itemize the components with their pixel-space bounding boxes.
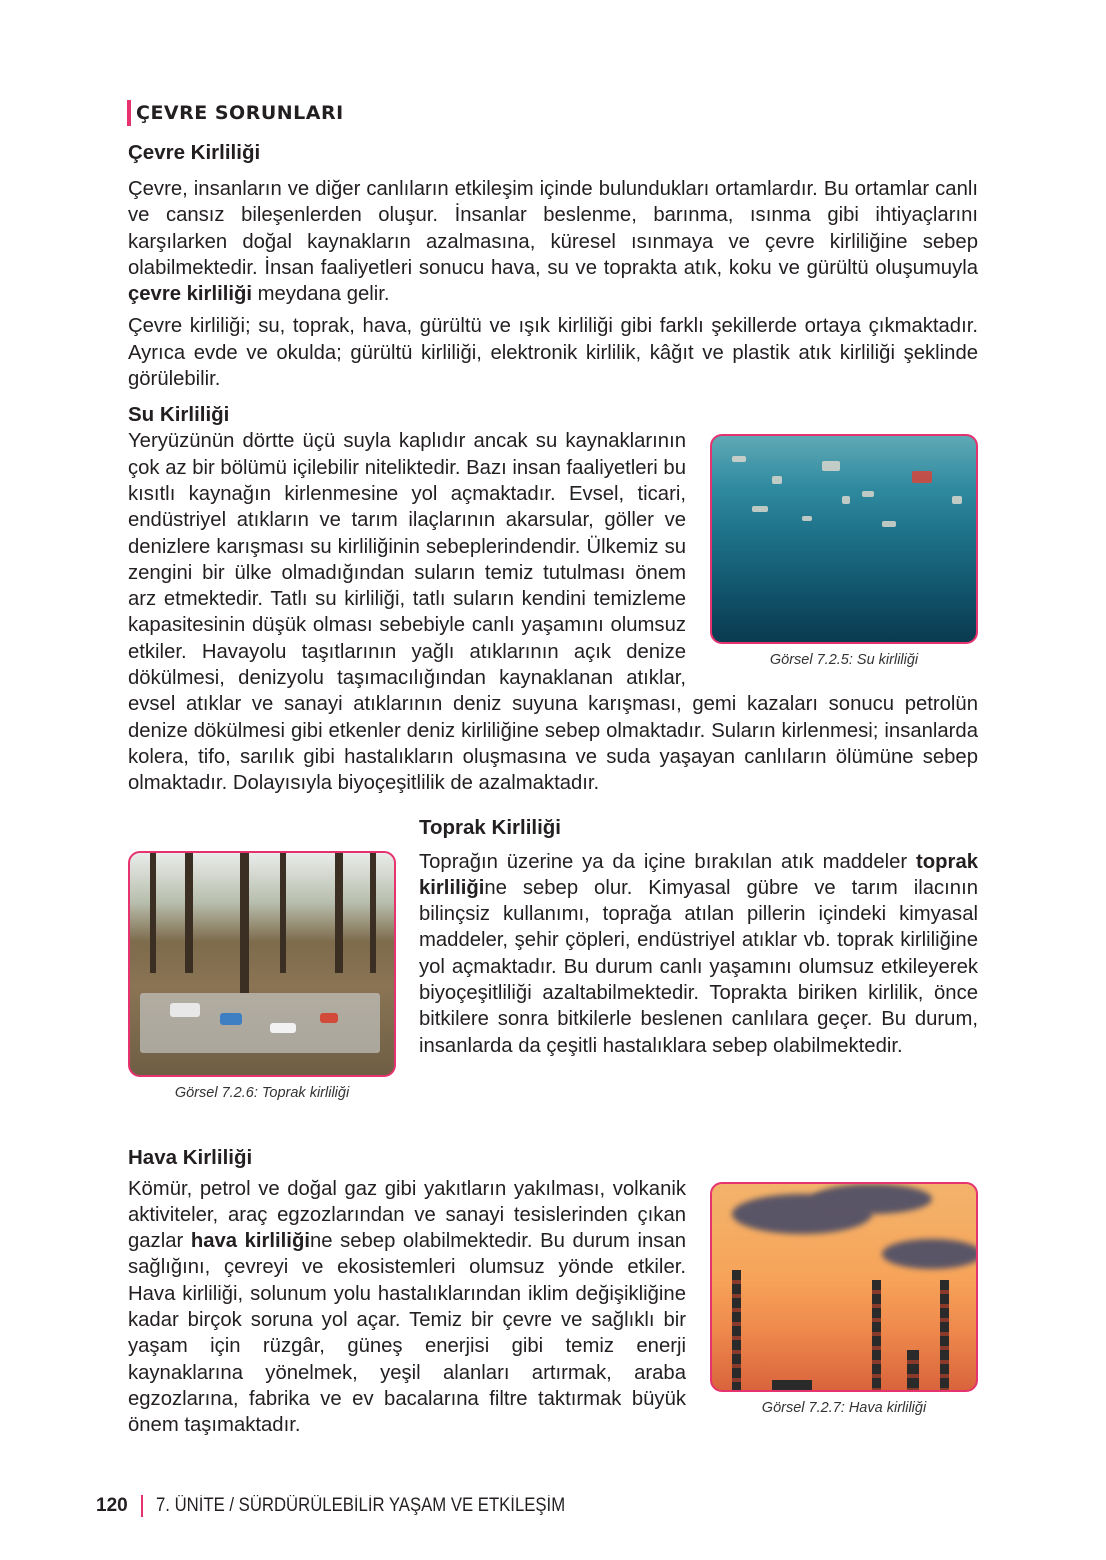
bold-term: çevre kirliliği (128, 283, 253, 306)
text: Toprağın üzerine ya da içine bırakılan atık maddeler (419, 850, 917, 873)
section-title: ÇEVRE SORUNLARI (127, 100, 978, 126)
text: meydana gelir. (252, 283, 390, 306)
section-toprak (128, 815, 978, 1101)
heading-cevre-kirliligi: Çevre Kirliliği (128, 141, 261, 164)
footer-divider (141, 1495, 143, 1517)
section-hava (128, 1145, 978, 1439)
page-number: 120 (96, 1495, 128, 1516)
text: ne sebep olabilmektedir. Bu durum insan sağlığını, çevreyi ve ekosistemleri olumsuz yönde etkiler. Hava kirliliği, solunum yolu hastalıklarından iklim değişikliğine kadar birçok soruna yol açar. Temiz bir çevre ve sağlıklı bir yaşam için rüzgâr, güneş enerjisi gibi temiz enerji kaynaklarına yönelmek, yeşil alanları artırmak, araba egzozlarına, fabrika ve ev bacalarına filtre taktırmak büyük önem taşımaktadır. (128, 1230, 686, 1437)
figure-toprak-kirliligi (128, 851, 396, 1101)
soil-pollution-photo (128, 851, 396, 1077)
text: Kömür, petrol ve doğal gaz gibi yakıtların yakılması, volkanik aktiviteler, araç egzozlarından ve sanayi tesislerinden çıkan gazlar (128, 1177, 686, 1253)
figure-su-kirliligi (710, 434, 978, 668)
page-content (128, 100, 978, 1439)
paragraph-su: Yeryüzünün dörtte üçü suyla kaplıdır ancak su kaynaklarının çok az bir bölümü içilebilir niteliktedir. Bazı insan faaliyetleri bu kısıtlı kaynağın kirlenmesine yol açmaktadır. Evsel, ticari, endüstriyel atıkların ve tarım ilaçlarının akarsular, göller ve denizlere karışması su kirliliğinin sebeplerindendir. Ülkemiz su zengini bir ülke olmadığından suların temiz tutulması önem arz etmektedir. Tatlı su kirliliği, tatlı suların kendini temizleme kapasitesinin düşük olması sebebiyle canlı yaşamını olumsuz etkiler. Havayolu taşıtlarının yağlı atıklarının açık denize dökülmesi, denizyolu taşımacılığından kaynaklanan atıklar, evsel atıklar ve sanayi atıklarının deniz suyuna karışması, gemi kazaları sonucu petrolün denize dökülmesi gibi etkenler deniz kirliliğine sebep olmaktadır. Suların kirlenmesi; insanlarda kolera, tifo, sarılık gibi hastalıkların oluşmasına ve suda yaşayan canlıların ölümüne sebep olmaktadır. Dolayısıyla biyoçeşitlilik de azalmaktadır. (128, 430, 978, 795)
paragraph-cevre-2: Çevre kirliliği; su, toprak, hava, gürültü ve ışık kirliliği gibi farklı şekillerde ortaya çıkmaktadır. Ayrıca evde ve okulda; gürültü kirliliği, elektronik kirlilik, kâğıt ve plastik atık kirliliği şeklinde görülebilir. (128, 315, 978, 391)
figure-caption: Görsel 7.2.7: Hava kirliliği (761, 1399, 927, 1416)
paragraph-cevre-1 (128, 176, 978, 307)
text: Çevre, insanların ve diğer canlıların etkileşim içinde bulundukları ortamlardır. Bu ortamlar canlı ve cansız bileşenlerden oluşur. İnsanlar beslenme, barınma, ısınma gibi ihtiyaçlarını karşılarken doğal kaynakların azalmasına, küresel ısınmaya ve çevre kirliliğine sebep olabilmektedir. İnsan faaliyetleri sonucu hava, su ve toprakta atık, koku ve gürültü oluşumuyla (128, 178, 978, 279)
bold-term: toprak kirliliği (419, 850, 978, 899)
text: ne sebep olur. Kimyasal gübre ve tarım ilacının bilinçsiz kullanımı, toprağa atılan pillerin içindeki kimyasal maddeler, şehir çöpleri, endüstriyel atıklar vb. toprak kirliliğine yol açmaktadır. Bu durum canlı yaşamını olumsuz etkileyerek biyoçeşitliliği azaltabilmektedir. Toprakta biriken kirlilik, önce bitkilere sonra bitkilerle beslenen canlılara geçer. Bu durum, insanlarda da çeşitli hastalıklara sebep olabilmektedir. (419, 876, 978, 1057)
bold-term: hava kirliliği (190, 1230, 310, 1253)
figure-caption: Görsel 7.2.5: Su kirliliği (769, 652, 919, 669)
page-footer (96, 1495, 621, 1517)
heading-su-kirliligi: Su Kirliliği (128, 403, 230, 427)
heading-hava-kirliligi: Hava Kirliliği (128, 1145, 253, 1169)
water-pollution-photo (710, 434, 978, 644)
air-pollution-photo (710, 1182, 978, 1392)
figure-hava-kirliligi (710, 1182, 978, 1416)
figure-caption: Görsel 7.2.6: Toprak kirliliği (174, 1084, 350, 1101)
unit-title: 7. ÜNİTE / SÜRDÜRÜLEBİLİR YAŞAM VE ETKİLEŞİM (155, 1495, 565, 1516)
heading-toprak-kirliligi: Toprak Kirliliği (419, 815, 561, 839)
